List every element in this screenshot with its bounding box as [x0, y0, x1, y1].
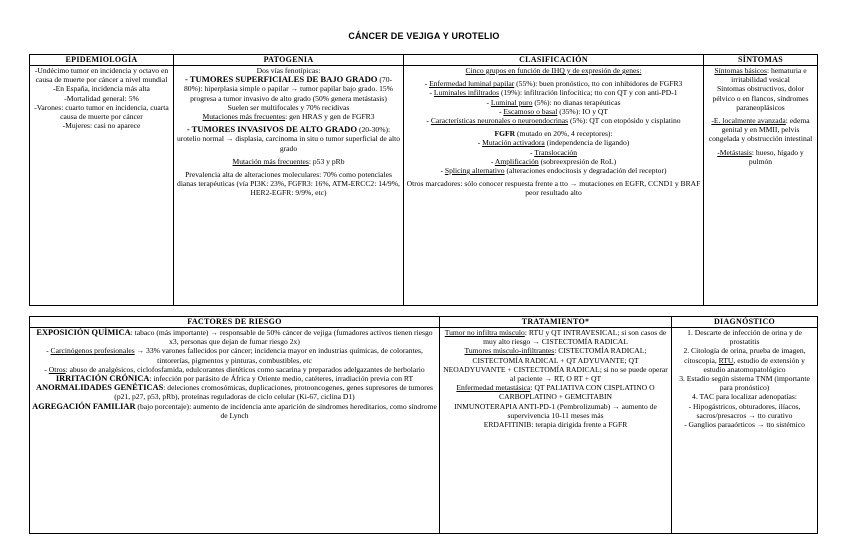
epidemiologia-cell: [30, 66, 174, 306]
diag-step-text: , estudio de extensión y estudio anatomopatológico: [703, 355, 805, 374]
fac-agreg: [32, 402, 437, 420]
fgfr-item: - Mutación activadora (independencia de ligando): [477, 138, 630, 148]
clas-item-label: Luminal puro: [490, 97, 533, 107]
pat-bajo-title: - TUMORES SUPERFICIALES DE BAJO GRADO: [184, 74, 378, 85]
bottom-table: [29, 316, 818, 534]
fac-expo-title: EXPOSICIÓN QUÍMICA: [36, 328, 131, 337]
fgfr-item-label: Translocación: [534, 147, 578, 157]
clas-item-label: Escamoso o basal: [503, 106, 558, 116]
diagnostico-cell: [672, 328, 818, 534]
clas-fgfr-title: FGFR: [494, 129, 516, 139]
clas-item-text: (55%): buen pronóstico, tto con inhibidores de FGFR3: [514, 79, 683, 89]
pat-alto-grado: [176, 125, 401, 153]
clas-item-label: Características neuronales o neuroendocrinas: [430, 116, 569, 126]
diag-step: [674, 420, 815, 429]
header-epidemiologia: EPIDEMIOLOGÍA: [30, 55, 174, 66]
trat-erda: ERDAFITINIB: terapia dirigida frente a FGFR: [483, 420, 628, 430]
fac-irrit-title: IRRITACIÓN CRÓNICA: [55, 374, 150, 384]
sint-local-text: : edema genital y en MMII, pelvis congelada y obstrucción intestinal: [708, 116, 813, 144]
pat-bajo-grado: [176, 75, 401, 103]
trat-musculo: [442, 346, 669, 383]
pat-alto-mut-text: : p53 y pRb: [308, 156, 345, 166]
diag-step-text: - Ganglios paraaórticos → tto sistémico: [684, 420, 805, 430]
sint-basicos-label: Síntomas básicos: [714, 66, 767, 75]
pat-alto-mut: [176, 157, 401, 166]
fac-anorm-title: ANORMALIDADES GENÉTICAS: [36, 383, 164, 393]
pat-intro: Dos vías fenotípicas:: [256, 66, 321, 75]
clas-item-text: (5%): no dianas terapéuticas: [532, 97, 621, 107]
diag-step-text: - Hipogástricos, obturadores, ilíacos, sacros/presacros → tto curativo: [688, 401, 801, 420]
fac-otros-text: : abuso de analgésicos, ciclofosfamida, edulcorantes dietéticos como sacarina y preparados adelgazantes de herbolario: [65, 364, 425, 374]
header-factores: FACTORES DE RIESGO: [30, 317, 440, 328]
fac-anorm-text: : deleciones cromosómicas, duplicaciones, protooncogenes, genes supresores de tumores (p21, p27, p53, pRb), proteínas reguladoras de ciclo celular (Ki-67, ciclina D1): [114, 383, 433, 402]
top-content-row: [30, 66, 818, 306]
fgfr-item-label: Mutación activadora: [482, 138, 545, 148]
fac-otros-label: Otros: [48, 364, 66, 374]
fgfr-item-text: (independencia de ligando): [544, 138, 630, 148]
header-sintomas: SÍNTOMAS: [704, 55, 818, 66]
pat-bajo-text: (70-80%): hiperplasia simple o papilar → tumor papilar bajo grado. 15% progresa a tumor invasivo de alto grado (50% genera metástasis): [184, 75, 393, 103]
pat-bajo-mut-text: : gen HRAS y gen de FGFR3: [285, 112, 375, 122]
header-clasificacion: CLASIFICACIÓN: [404, 55, 704, 66]
factores-cell: [30, 328, 440, 534]
sint-basicos: [706, 66, 815, 84]
diag-step-underline: RTU: [718, 355, 734, 365]
trat-no-infil-label: Tumor no infiltra músculo: [444, 328, 525, 337]
fac-carc-label: Carcinógenos profesionales: [50, 346, 135, 356]
trat-musculo-text: : CISTECTOMÍA RADICAL; CISTECTOMÍA RADICAL + QT ADYUVANTE; QT NEOADYUVANTE + CISTECTOMÍA RADICAL; si no se puede operar al paciente → RT, O RT + QT: [443, 346, 668, 384]
trat-no-infil: [442, 328, 669, 346]
fac-agreg-text: (bajo porcentaje): aumento de incidencia ante aparición de síndromes hereditarios, como síndrome de Lynch: [135, 401, 437, 420]
sint-local-label: -E. localmente avanzada: [711, 116, 786, 126]
epi-line: -Varones: cuarto tumor en incidencia, cuarta causa de muerte por cáncer: [34, 102, 169, 122]
epi-line: -En España, incidencia más alta: [53, 84, 150, 94]
trat-inmuno: INMUNOTERAPIA ANTI-PD-1 (Pembrolizumab) → aumento de supervivencia 10-11 meses más: [454, 401, 657, 420]
clasificacion-cell: [404, 66, 704, 306]
top-header-row: [30, 55, 818, 66]
diag-step: [674, 328, 815, 346]
header-patogenia: PATOGENIA: [174, 55, 404, 66]
document-title: CÁNCER DE VEJIGA Y UROTELIO: [348, 31, 500, 41]
fgfr-item: - Translocación: [529, 147, 578, 157]
fgfr-item: - Splicing alternativo (alteraciones endocitosis y degradación del receptor): [440, 166, 667, 176]
header-diagnostico: DIAGNÓSTICO: [672, 317, 818, 328]
trat-meta-text: : QT PALIATIVA CON CISPLATINO O CARBOPLATINO + GEMCITABIN: [499, 383, 655, 402]
clas-item-label: Luminales infiltrados: [433, 88, 500, 98]
trat-meta: [442, 383, 669, 401]
tratamiento-cell: [440, 328, 672, 534]
clas-item-text: (5%): QT con etopósido y cisplatino: [568, 116, 681, 126]
bottom-header-row: [30, 317, 818, 328]
pat-alto-text: (20-30%): urotelio normal → displasia, carcinoma in situ o tumor superficial de alto grado: [176, 125, 401, 153]
sint-local: [706, 116, 815, 144]
pat-bajo-extra: Suelen ser multifocales y 70% recidivas: [227, 102, 350, 112]
pat-alto-mut-label: Mutación más frecuentes: [232, 156, 309, 166]
patogenia-cell: [174, 66, 404, 306]
clas-item-text: (19%): infiltración linfocítica; tto con QT y con anti-PD-1: [499, 88, 678, 98]
fgfr-item: - Amplificación (sobreexpresión de RoL): [490, 156, 617, 166]
clas-item: - Escamoso o basal (35%): IO y QT: [498, 106, 609, 116]
fac-irrit-text: : infección por parásito de África y Oriente medio, catéteres, irradiación previa con RT: [149, 374, 414, 384]
fgfr-item-label: Amplificación: [494, 156, 539, 166]
fac-expo-text: : tabaco (más importante) → responsable de 50% cáncer de vejiga (fumadores activos tienen riesgo x3, personas que dejan de fumar riesgo 2x): [130, 328, 433, 347]
trat-meta-label: Enfermedad metastásica: [456, 383, 531, 393]
clas-fgfr: [406, 129, 701, 138]
diag-step: [674, 392, 815, 401]
diag-step: [674, 346, 815, 374]
clas-item-text: (35%): IO y QT: [557, 106, 609, 116]
clas-item: - Características neuronales o neuroendocrinas (5%): QT con etopósido y cisplatino: [426, 116, 681, 126]
diag-step-text: 1. Descarte de infección de orina y de prostatitis: [687, 328, 802, 347]
trat-no-infil-text: : RTU y QT INTRAVESICAL; si son casos de muy alto riesgo → CISTECTOMÍA RADICAL: [483, 328, 667, 347]
sint-meta-label: -Metástasis: [717, 147, 752, 157]
sint-meta: [706, 148, 815, 166]
bottom-content-row: [30, 328, 818, 534]
top-table: [29, 54, 818, 306]
epi-line: -Undécimo tumor en incidencia y octavo en causa de muerte por cáncer a nivel mundial: [34, 66, 169, 85]
pat-bajo-mut-label: Mutaciones más frecuentes: [202, 112, 286, 122]
trat-musculo-label: Tumores músculo-infiltrantes: [464, 346, 555, 356]
diag-step-text: 4. TAC para localizar adenopatías:: [692, 392, 797, 402]
fac-expo: [32, 328, 437, 346]
fgfr-item-text: (sobreexpresión de RoL): [538, 156, 617, 166]
clas-otros: Otros marcadores: sólo conocer respuesta frente a tto → mutaciones en EGFR, CCND1 y BRAF peor resultado alto: [406, 179, 701, 198]
fac-irrit: [32, 374, 437, 383]
sint-meta-text: : hueso, hígado y pulmón: [748, 147, 804, 166]
sintomas-cell: [704, 66, 818, 306]
clas-item: - Enfermedad luminal papilar (55%): buen pronóstico, tto con inhibidores de FGFR3: [424, 79, 683, 89]
header-tratamiento: TRATAMIENTO*: [440, 317, 672, 328]
pat-alto-title: - TUMORES INVASIVOS DE ALTO GRADO: [186, 124, 358, 135]
pat-prevalencia: Prevalencia alta de alteraciones moleculares: 70% como potenciales dianas terapéuticas (vía PI3K: 23%, FGFR3: 16%, ATM-ERCC2: 14/9%, HER2-EGFR: 9/9%, etc): [177, 170, 400, 198]
sint-basicos-text: : hematuria e irritabilidad vesical: [731, 66, 807, 85]
clas-fgfr-text: (mutado en 20%, 4 receptores):: [515, 129, 613, 139]
sint-obstructivos: Síntomas obstructivos, dolor pélvico o en flancos, síndromes paraneoplásicos: [712, 84, 809, 112]
epi-line: -Mujeres: casi no aparece: [62, 121, 141, 131]
diag-step: [674, 402, 815, 420]
pat-bajo-mut: [176, 112, 401, 121]
fac-carc: - Carcinógenos profesionales → 33% varones fallecidos por cáncer; incidencia mayor en industrias químicas, de colorantes, tintorerías, pigmentos y pinturas, combustibles, etc: [46, 346, 423, 365]
fac-anorm: [32, 383, 437, 401]
fgfr-item-text: (alteraciones endocitosis y degradación del receptor): [504, 166, 667, 176]
fac-carc-text: → 33% varones fallecidos por cáncer; incidencia mayor en industrias químicas, de colorantes, tintorerías, pigmentos y pinturas, combustibles, etc: [134, 346, 423, 365]
clas-intro: Cinco grupos en función de IHQ y de expresión de genes:: [465, 66, 642, 75]
diag-step-text: 2. Citología de orina, prueba de imagen, citoscopia,: [683, 346, 806, 365]
epi-line: -Mortalidad general: 5%: [64, 93, 139, 103]
clas-item-label: Enfermedad luminal papilar: [429, 79, 515, 89]
fgfr-item-label: Splicing alternativo: [444, 166, 505, 176]
fac-agreg-title: AGREGACIÓN FAMILIAR: [32, 401, 136, 411]
clas-item: - Luminal puro (5%): no dianas terapéuticas: [486, 97, 621, 107]
fac-otros: - Otros: abuso de analgésicos, ciclofosfamida, edulcorantes dietéticos como sacarina y preparados adelgazantes de herbolario: [44, 364, 425, 374]
diag-step-text: 3. Estadio según sistema TNM (importante para pronóstico): [679, 374, 810, 393]
diag-step: [674, 374, 815, 392]
clas-item: - Luminales infiltrados (19%): infiltración linfocítica; tto con QT y con anti-PD-1: [429, 88, 678, 98]
